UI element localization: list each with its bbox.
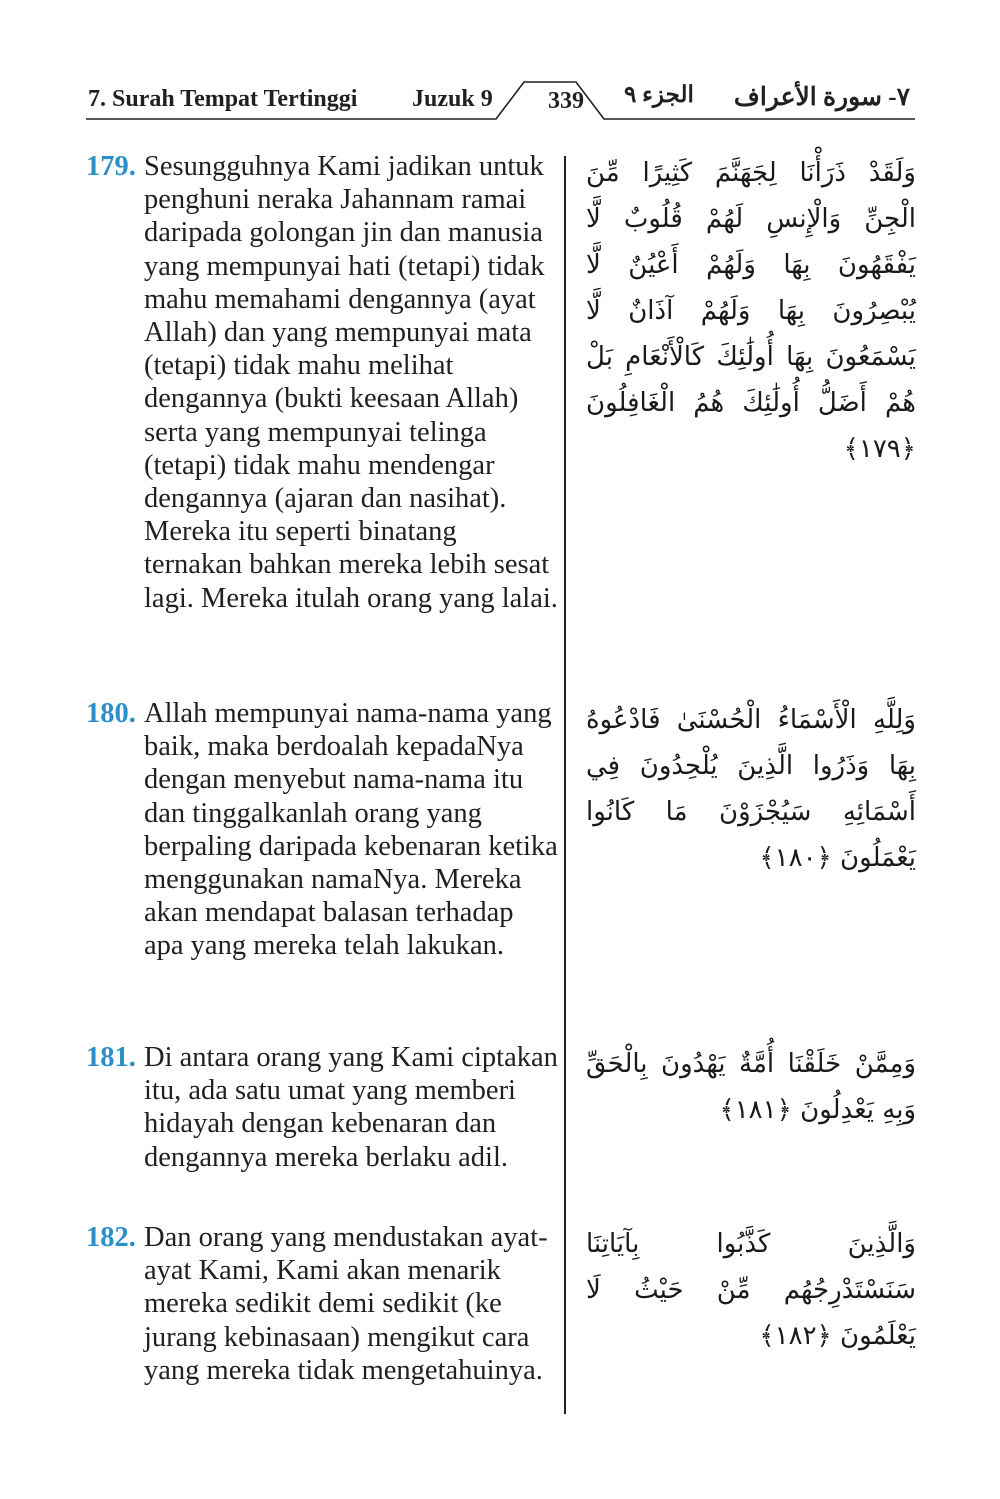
juzuk-label: Juzuk 9 <box>412 86 493 112</box>
verse-text: Dan orang yang mendustakan ayat-ayat Kami, Kami akan menarik mereka sedikit demi sedikit (ke jurang kebinasaan) mengikut cara yang mereka tidak mengetahuinya. <box>144 1222 548 1386</box>
verse-number: 179. <box>86 151 136 182</box>
page-number: 339 <box>548 88 584 114</box>
verse-181-translation <box>86 1041 558 1174</box>
verse-text: Sesungguhnya Kami jadikan untuk penghuni neraka Jahannam ramai daripada golongan jin dan manusia yang mempunyai hati (tetapi) tidak mahu memahami dengannya (ayat Allah) dan yang mempunyai mata (tetapi) tidak mahu melihat dengannya (bukti keesaan Allah) serta yang mempunyai telinga (tetapi) tidak mahu mendengar dengannya (ajaran dan nasihat). Mereka itu seperti binatang ternakan bahkan mereka lebih sesat lagi. Mereka itulah orang yang lalai. <box>144 151 558 614</box>
verse-179-translation <box>86 150 558 615</box>
verse-182-arabic: وَالَّذِينَ كَذَّبُوا بِآيَاتِنَا سَنَسْتَدْرِجُهُم مِّنْ حَيْثُ لَا يَعْلَمُونَ ﴿١٨٢﴾ <box>586 1229 916 1351</box>
verse-180-translation <box>86 697 558 963</box>
column-divider <box>564 156 566 1414</box>
verse-179-arabic: وَلَقَدْ ذَرَأْنَا لِجَهَنَّمَ كَثِيرًا مِّنَ الْجِنِّ وَالْإِنسِ لَهُمْ قُلُوبٌ لَّا يَفْقَهُونَ بِهَا وَلَهُمْ أَعْيُنٌ لَّا يُبْصِرُونَ بِهَا وَلَهُمْ آذَانٌ لَّا يَسْمَعُونَ بِهَا أُولَٰئِكَ كَالْأَنْعَامِ بَلْ هُمْ أَضَلُّ أُولَٰئِكَ هُمُ الْغَافِلُونَ ﴿١٧٩﴾ <box>586 158 916 464</box>
juzuk-arabic: الجزء ٩ <box>624 82 694 107</box>
verse-181-arabic: وَمِمَّنْ خَلَقْنَا أُمَّةٌ يَهْدُونَ بِالْحَقِّ وَبِهِ يَعْدِلُونَ ﴿١٨١﴾ <box>586 1049 916 1125</box>
verse-182-translation <box>86 1221 558 1387</box>
surah-title: 7. Surah Tempat Tertinggi <box>88 86 358 112</box>
verse-number: 181. <box>86 1042 136 1073</box>
surah-title-arabic: ٧- سورة الأعراف <box>733 84 910 111</box>
verse-number: 182. <box>86 1222 136 1253</box>
verse-text: Allah mempunyai nama-nama yang baik, maka berdoalah kepadaNya dengan menyebut nama-nama itu dan tinggalkanlah orang yang berpaling daripada kebenaran ketika menggunakan namaNya. Mereka akan mendapat balasan terhadap apa yang mereka telah lakukan. <box>144 698 558 962</box>
verse-180-arabic: وَلِلَّهِ الْأَسْمَاءُ الْحُسْنَىٰ فَادْعُوهُ بِهَا وَذَرُوا الَّذِينَ يُلْحِدُونَ فِي أَسْمَائِهِ سَيُجْزَوْنَ مَا كَانُوا يَعْمَلُونَ ﴿١٨٠﴾ <box>586 705 916 873</box>
page-header <box>0 0 1000 130</box>
verse-text: Di antara orang yang Kami ciptakan itu, ada satu umat yang memberi hidayah dengan kebenaran dan dengannya mereka berlaku adil. <box>144 1042 558 1173</box>
verse-number: 180. <box>86 698 136 729</box>
